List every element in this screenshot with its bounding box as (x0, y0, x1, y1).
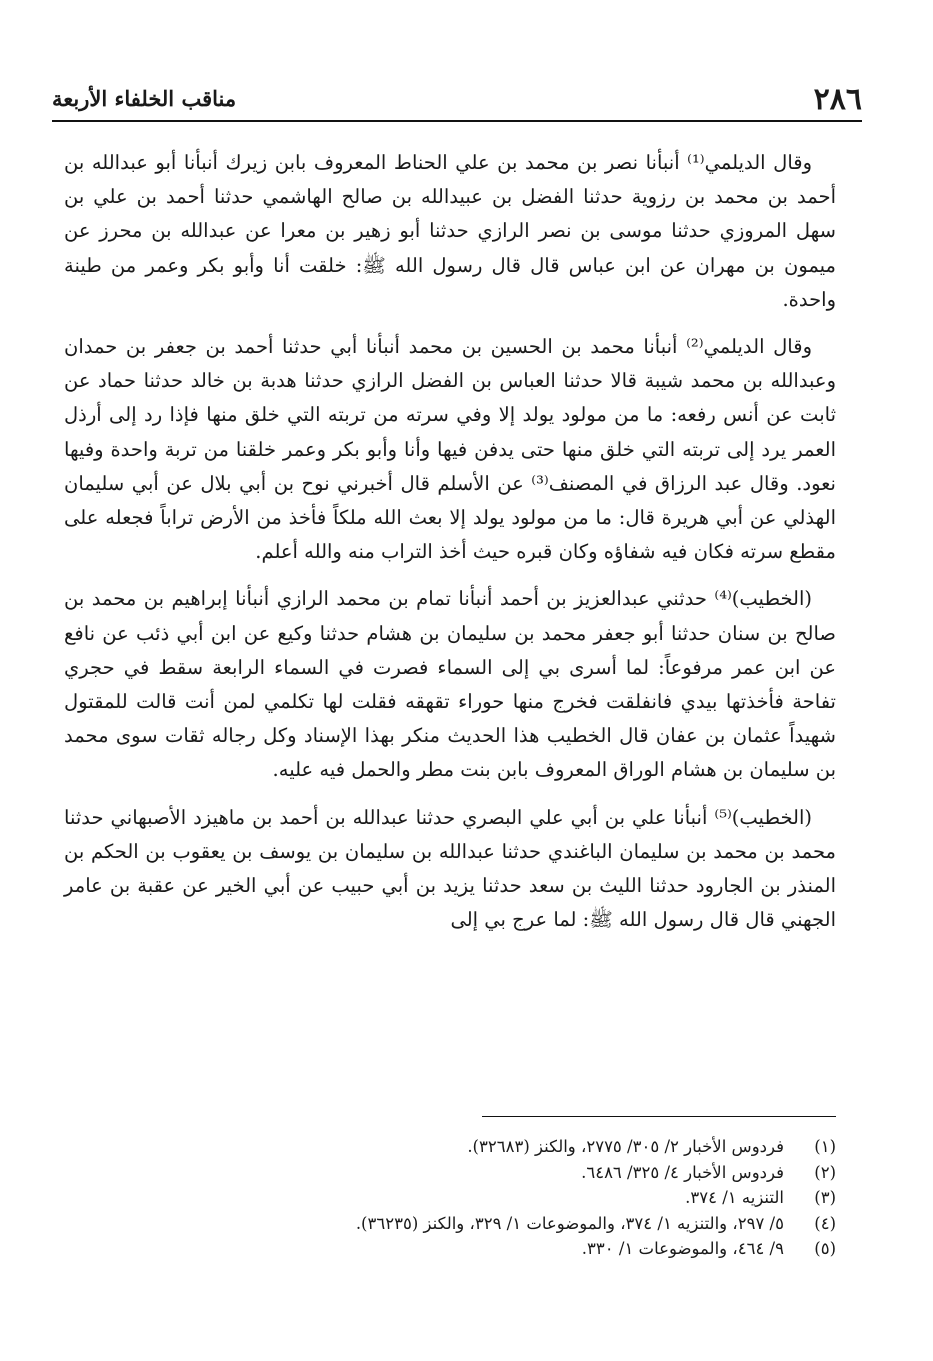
page-header (52, 78, 862, 122)
footnote-number: (٤) (814, 1213, 836, 1233)
footnote-text: فردوس الأخبار ٤/ ٣٢٥/ ٦٤٨٦. (581, 1162, 784, 1182)
footnote-3 (64, 1185, 836, 1211)
footnote-text: ٩/ ٤٦٤، والموضوعات ١/ ٣٣٠. (581, 1239, 784, 1259)
footnote-number: (٣) (814, 1188, 836, 1208)
footnote-text: فردوس الأخبار ٢/ ٣٠٥/ ٢٧٧٥، والكنز (٣٢٦٨٣). (467, 1137, 784, 1156)
footnotes (64, 1134, 836, 1262)
paragraph-4: (الخطيب)⁽⁵⁾ أنبأنا علي بن أبي علي البصري حدثنا عبدالله بن أحمد بن ماهيزد الأصبهاني حدثنا محمد بن محمد بن سليمان الباغندي حدثنا عبدالله بن سليمان بن يوسف بن يعقوب بن الحكم بن المنذر بن الجارود حدثنا الليث بن سعد حدثنا يزيد بن أبي حبيب عن أبي الخير عن عقبة بن عامر الجهني قال قال رسول الله ﷺ: لما عرج بي إلى (64, 805, 836, 932)
page-number: ٢٨٦ (813, 82, 862, 117)
footnote-1 (64, 1134, 836, 1160)
paragraph-3: (الخطيب)⁽⁴⁾ حدثني عبدالعزيز بن أحمد أنبأنا تمام بن محمد الرازي أنبأنا إبراهيم بن محمد بن صالح بن سنان حدثنا أبو جعفر محمد بن سليمان بن هشام حدثنا وكيع عن ابن أبي ذئب عن نافع عن ابن عمر مرفوعاً: لما أسرى بي إلى السماء فصرت في السماء الرابعة سقط في حجري تفاحة فأخذتها بيدي فانفلقت فخرج منها حوراء تقهقه فقلت لها تكلمي لمن أنت قالت للمقتول شهيداً عثمان بن عفان قال الخطيب هذا الحديث منكر بهذا الإسناد وكل رجاله ثقات سوى محمد بن سليمان بن هشام الوراق المعروف بابن بنت مطر والحمل فيه عليه. (64, 587, 836, 782)
header-divider (52, 120, 862, 122)
footnote-number: (٢) (814, 1162, 836, 1182)
footnote-number: (١) (814, 1137, 836, 1156)
footnote-number: (٥) (814, 1239, 836, 1259)
footnote-4 (64, 1211, 836, 1237)
paragraph-2: وقال الديلمي⁽²⁾ أنبأنا محمد بن الحسين بن محمد أنبأنا أبي حدثنا أحمد بن جعفر بن حمدان وعبدالله بن محمد شيبة قالا حدثنا العباس بن الفضل الرازي حدثنا هدبة بن خالد حدثنا حماد عن ثابت عن أنس رفعه: ما من مولود يولد إلا وفي سرته من تربته التي خلق منها فإذا رد إلى أرذل العمر يرد إلى تربته التي خلق منها حتى يدفن فيها وأنا وأبو بكر وعمر خلقنا من تربة واحدة وفيها نعود. وقال عبد الرزاق في المصنف⁽³⁾ عن الأسلم قال أخبرني نوح بن أبي بلال عن أبي سليمان الهذلي عن أبي هريرة قال: ما من مولود يولد إلا بعث الله ملكاً فأخذ من الأرض تراباً فجعله على مقطع سرته فكان فيه شفاؤه وكان قبره حيث أخذ التراب منه والله أعلم. (64, 335, 836, 564)
running-title: مناقب الخلفاء الأربعة (52, 86, 237, 111)
paragraph-1: وقال الديلمي⁽¹⁾ أنبأنا نصر بن محمد بن علي الحناط المعروف بابن زيرك أنبأنا أبو عبدالله بن أحمد بن محمد بن رزوية حدثنا الفضل بن عبيدالله بن صالح الهاشمي حدثنا أحمد بن علي بن سهل المروزي حدثنا موسى بن نصر الرازي حدثنا أبو زهير بن معرا عن عبدالله بن محرز عن ميمون بن مهران عن ابن عباس قال قال رسول الله ﷺ: خلقت أنا وأبو بكر وعمر من طينة واحدة. (64, 151, 836, 311)
footnote-text: التنزيه ١/ ٣٧٤. (685, 1188, 784, 1208)
main-text (64, 146, 836, 950)
footnote-2 (64, 1160, 836, 1186)
footnote-divider (482, 1116, 836, 1117)
footnote-text: ٥/ ٢٩٧، والتنزيه ١/ ٣٧٤، والموضوعات ١/ ٣٢٩، والكنز (٣٦٢٣٥). (355, 1213, 784, 1233)
footnote-5 (64, 1236, 836, 1262)
